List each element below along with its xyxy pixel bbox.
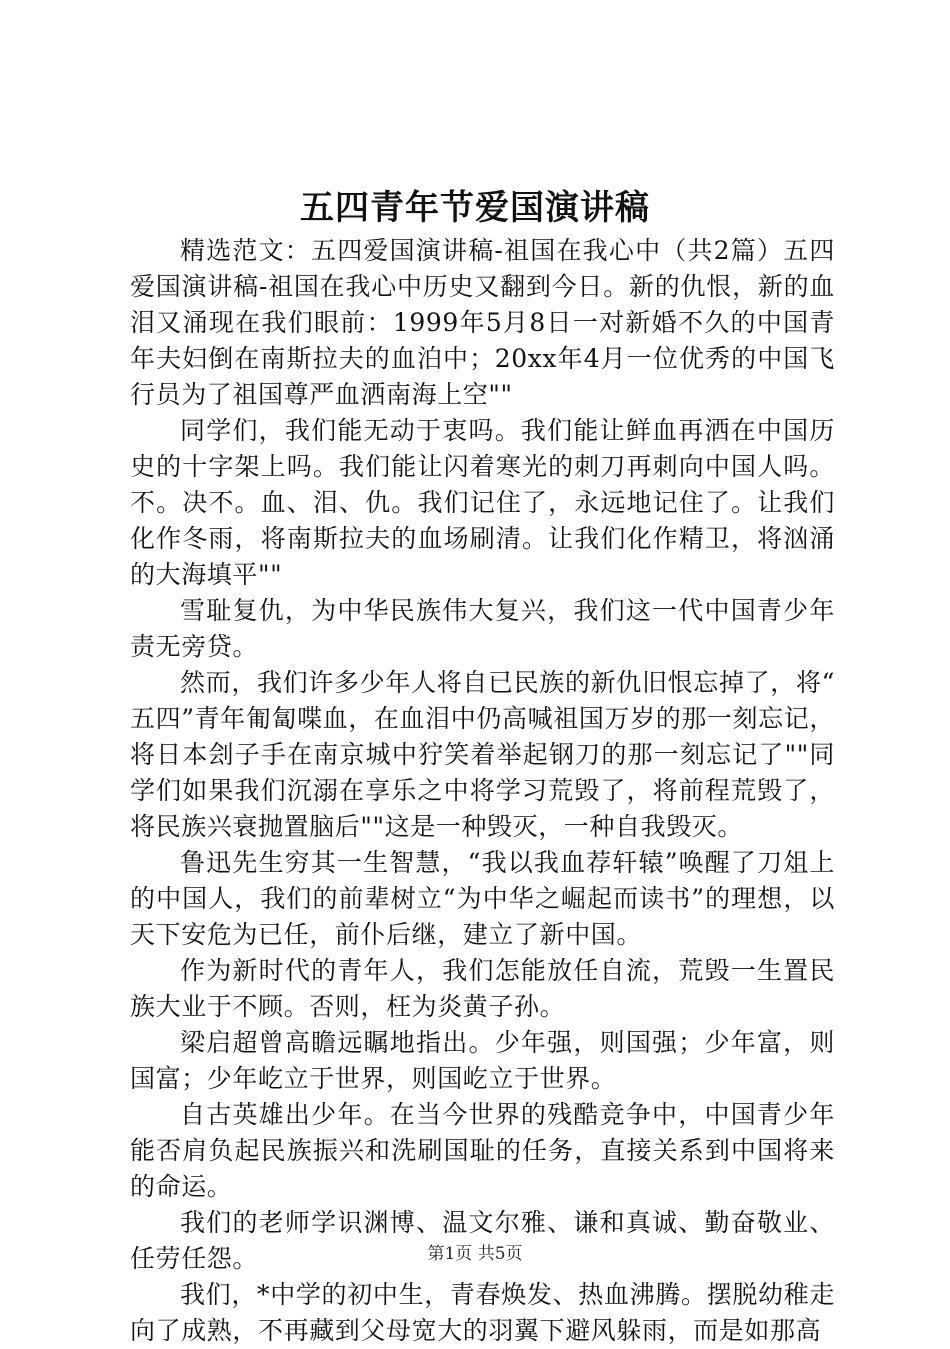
document-title: 五四青年节爱国演讲稿 [300, 188, 650, 228]
paragraph: 精选范文：五四爱国演讲稿-祖国在我心中（共2篇）五四爱国演讲稿-祖国在我心中历史又翻到今日。新的仇恨，新的血泪又涌现在我们眼前：1999年5月8日一对新婚不久的中国青年夫妇倒在南斯拉夫的血泊中；20xx年4月一位优秀的中国飞行员为了祖国尊严血洒南海上空"" [130, 236, 835, 409]
paragraph: 梁启超曾高瞻远瞩地指出。少年强，则国强；少年富，则国富；少年屹立于世界，则国屹立于世界。 [130, 1028, 835, 1093]
page-number-footer: 第1页 共5页 [427, 1244, 523, 1264]
paragraph: 然而，我们许多少年人将自已民族的新仇旧恨忘掉了，将“五四”青年匍匐喋血，在血泪中仍高喊祖国万岁的那一刻忘记，将日本刽子手在南京城中狞笑着举起钢刀的那一刻忘记了""同学们如果我们沉溺在享乐之中将学习荒毁了，将前程荒毁了，将民族兴衰抛置脑后""这是一种毁灭，一种自我毁灭。 [130, 668, 835, 841]
paragraph: 雪耻复仇，为中华民族伟大复兴，我们这一代中国青少年责无旁贷。 [130, 596, 835, 661]
paragraph: 作为新时代的青年人，我们怎能放任自流，荒毁一生置民族大业于不顾。否则，枉为炎黄子孙。 [130, 956, 835, 1021]
paragraph: 我们，*中学的初中生，青春焕发、热血沸腾。摆脱幼稚走向了成熟，不再藏到父母宽大的羽翼下避风躲雨，而是如那高 [130, 1280, 835, 1345]
document-body [130, 233, 835, 1349]
paragraph: 同学们，我们能无动于衷吗。我们能让鲜血再洒在中国历史的十字架上吗。我们能让闪着寒光的刺刀再刺向中国人吗。不。决不。血、泪、仇。我们记住了，永远地记住了。让我们化作冬雨，将南斯拉夫的血场刷清。让我们化作精卫，将汹涌的大海填平"" [130, 416, 835, 589]
paragraph: 我们的老师学识渊博、温文尔雅、谦和真诚、勤奋敬业、任劳任怨。 [130, 1208, 835, 1273]
paragraph: 自古英雄出少年。在当今世界的残酷竞争中，中国青少年能否肩负起民族振兴和洗刷国耻的任务，直接关系到中国将来的命运。 [130, 1100, 835, 1201]
paragraph: 鲁迅先生穷其一生智慧，“我以我血荐轩辕”唤醒了刀俎上的中国人，我们的前辈树立“为中华之崛起而读书”的理想，以天下安危为已任，前仆后继，建立了新中国。 [130, 848, 835, 949]
